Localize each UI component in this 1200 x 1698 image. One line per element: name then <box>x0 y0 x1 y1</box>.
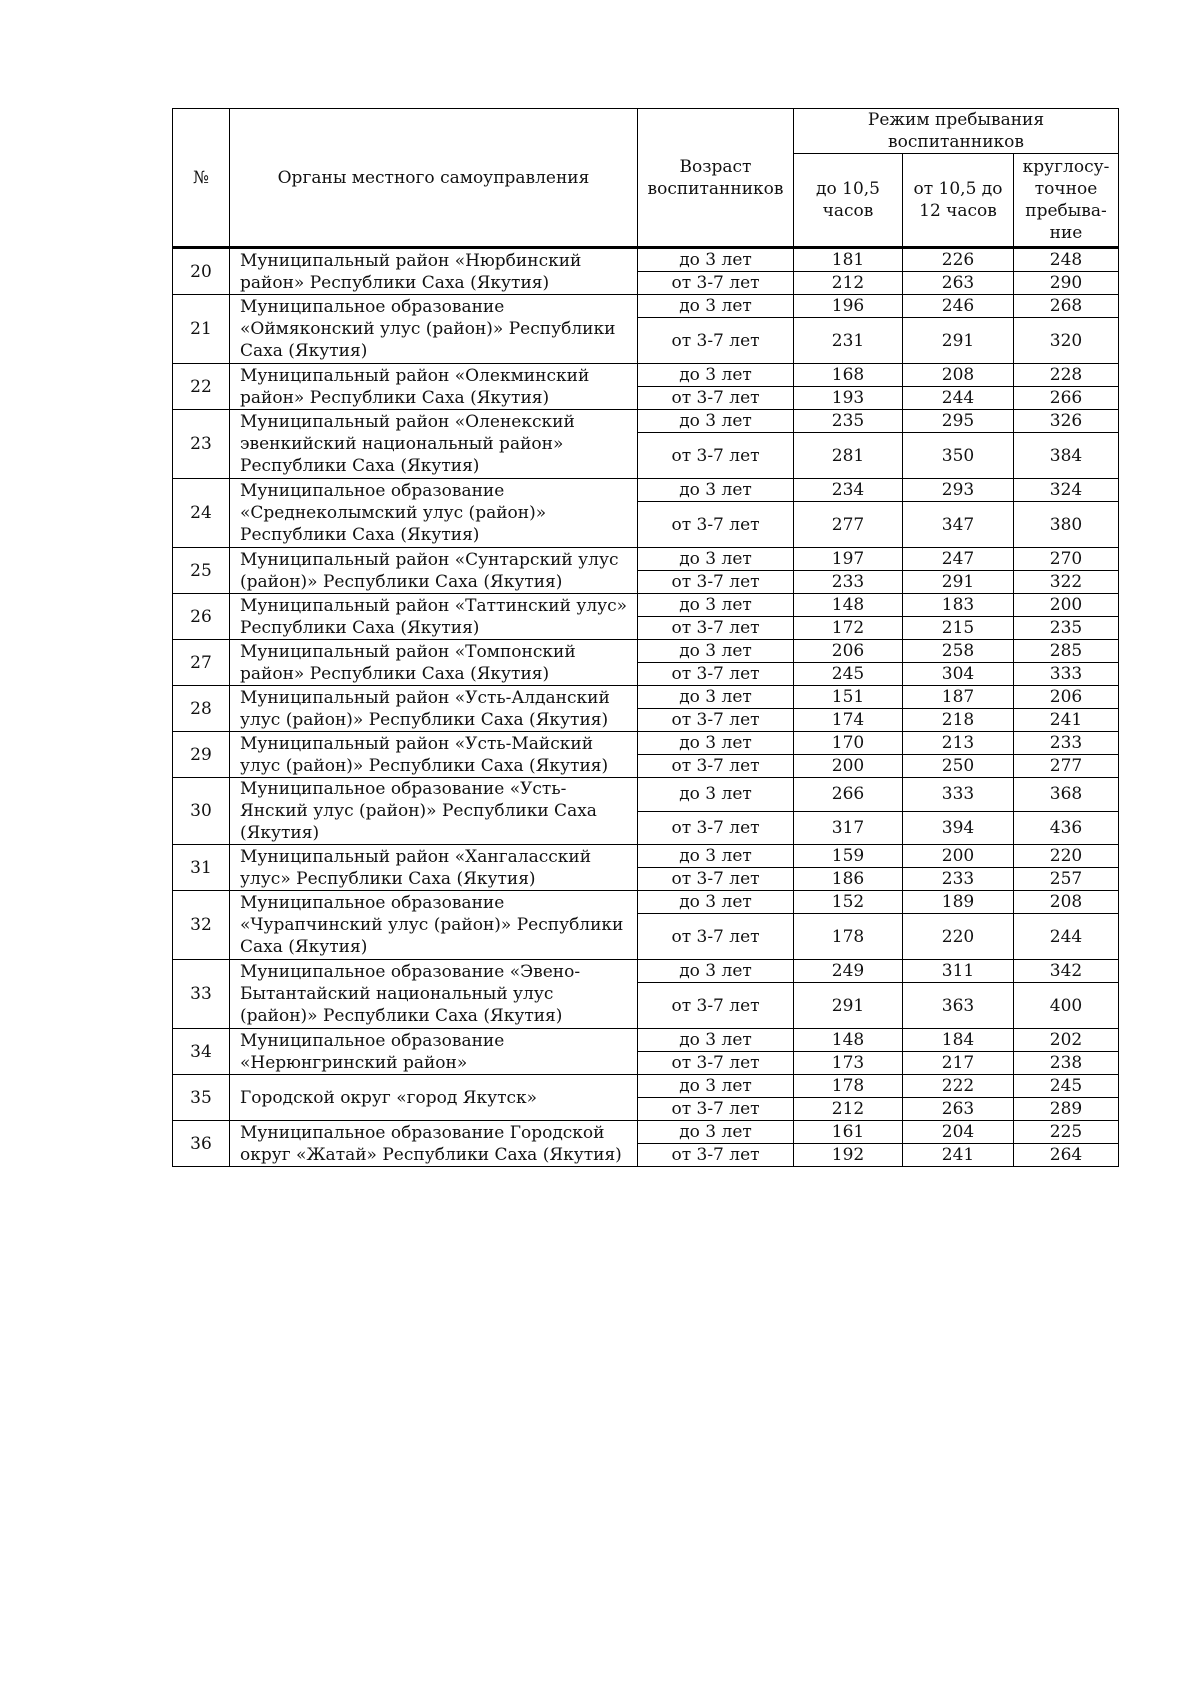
table-body <box>173 248 1119 1167</box>
value-10-5-to-12-hours: 350 <box>903 433 1014 479</box>
organization-name: Муниципальный район «Усть-Майский улус (район)» Республики Саха (Якутия) <box>230 732 638 778</box>
value-up-to-10-5-hours: 148 <box>794 1029 903 1052</box>
row-number: 29 <box>173 732 230 778</box>
row-number: 21 <box>173 295 230 364</box>
organization-name: Муниципальный район «Оленекский эвенкийский национальный район» Республики Саха (Якутия) <box>230 410 638 479</box>
row-number: 25 <box>173 548 230 594</box>
value-10-5-to-12-hours: 304 <box>903 663 1014 686</box>
value-up-to-10-5-hours: 151 <box>794 686 903 709</box>
value-up-to-10-5-hours: 148 <box>794 594 903 617</box>
table-row <box>173 960 1119 983</box>
value-up-to-10-5-hours: 234 <box>794 479 903 502</box>
organization-name: Муниципальное образование «Эвено-Бытантайский национальный улус (район)» Республики Саха (Якутия) <box>230 960 638 1029</box>
age-group: от 3-7 лет <box>638 571 794 594</box>
value-round-the-clock: 233 <box>1014 732 1119 755</box>
table-row <box>173 1121 1119 1144</box>
organization-name: Городской округ «город Якутск» <box>230 1075 638 1121</box>
value-round-the-clock: 436 <box>1014 811 1119 845</box>
organization-name: Муниципальный район «Таттинский улус» Республики Саха (Якутия) <box>230 594 638 640</box>
value-up-to-10-5-hours: 291 <box>794 983 903 1029</box>
value-10-5-to-12-hours: 291 <box>903 318 1014 364</box>
table-row <box>173 640 1119 663</box>
organization-name: Муниципальный район «Хангаласский улус» Республики Саха (Якутия) <box>230 845 638 891</box>
table-row <box>173 891 1119 914</box>
row-number: 31 <box>173 845 230 891</box>
organization-name: Муниципальное образование «Среднеколымский улус (район)» Республики Саха (Якутия) <box>230 479 638 548</box>
row-number: 20 <box>173 248 230 295</box>
value-10-5-to-12-hours: 250 <box>903 755 1014 778</box>
value-round-the-clock: 333 <box>1014 663 1119 686</box>
value-10-5-to-12-hours: 215 <box>903 617 1014 640</box>
row-number: 27 <box>173 640 230 686</box>
value-10-5-to-12-hours: 208 <box>903 364 1014 387</box>
value-round-the-clock: 322 <box>1014 571 1119 594</box>
row-number: 30 <box>173 778 230 845</box>
value-round-the-clock: 228 <box>1014 364 1119 387</box>
value-round-the-clock: 206 <box>1014 686 1119 709</box>
age-group: от 3-7 лет <box>638 433 794 479</box>
age-group: до 3 лет <box>638 410 794 433</box>
value-up-to-10-5-hours: 178 <box>794 914 903 960</box>
table-row <box>173 548 1119 571</box>
age-group: до 3 лет <box>638 1121 794 1144</box>
age-group: от 3-7 лет <box>638 1144 794 1167</box>
value-round-the-clock: 368 <box>1014 778 1119 812</box>
value-round-the-clock: 289 <box>1014 1098 1119 1121</box>
value-round-the-clock: 238 <box>1014 1052 1119 1075</box>
organization-name: Муниципальный район «Томпонский район» Республики Саха (Якутия) <box>230 640 638 686</box>
value-10-5-to-12-hours: 213 <box>903 732 1014 755</box>
value-up-to-10-5-hours: 200 <box>794 755 903 778</box>
table-row <box>173 364 1119 387</box>
row-number: 35 <box>173 1075 230 1121</box>
age-group: до 3 лет <box>638 686 794 709</box>
value-round-the-clock: 270 <box>1014 548 1119 571</box>
value-10-5-to-12-hours: 218 <box>903 709 1014 732</box>
value-round-the-clock: 264 <box>1014 1144 1119 1167</box>
tariff-table <box>172 108 1119 1167</box>
value-10-5-to-12-hours: 363 <box>903 983 1014 1029</box>
value-up-to-10-5-hours: 174 <box>794 709 903 732</box>
value-up-to-10-5-hours: 212 <box>794 272 903 295</box>
value-round-the-clock: 400 <box>1014 983 1119 1029</box>
age-group: до 3 лет <box>638 248 794 272</box>
age-group: от 3-7 лет <box>638 1098 794 1121</box>
value-up-to-10-5-hours: 231 <box>794 318 903 364</box>
value-10-5-to-12-hours: 241 <box>903 1144 1014 1167</box>
value-up-to-10-5-hours: 192 <box>794 1144 903 1167</box>
value-up-to-10-5-hours: 193 <box>794 387 903 410</box>
value-10-5-to-12-hours: 263 <box>903 272 1014 295</box>
organization-name: Муниципальное образование «Оймяконский улус (район)» Республики Саха (Якутия) <box>230 295 638 364</box>
value-up-to-10-5-hours: 266 <box>794 778 903 812</box>
table-header <box>173 109 1119 248</box>
value-up-to-10-5-hours: 168 <box>794 364 903 387</box>
value-10-5-to-12-hours: 217 <box>903 1052 1014 1075</box>
row-number: 36 <box>173 1121 230 1167</box>
organization-name: Муниципальный район «Сунтарский улус (район)» Республики Саха (Якутия) <box>230 548 638 594</box>
value-10-5-to-12-hours: 258 <box>903 640 1014 663</box>
organization-name: Муниципальное образование «Усть-Янский улус (район)» Республики Саха (Якутия) <box>230 778 638 845</box>
table-row <box>173 686 1119 709</box>
value-up-to-10-5-hours: 281 <box>794 433 903 479</box>
header-regime: Режим пребывания воспитанников <box>794 109 1119 154</box>
age-group: от 3-7 лет <box>638 755 794 778</box>
age-group: от 3-7 лет <box>638 272 794 295</box>
value-round-the-clock: 200 <box>1014 594 1119 617</box>
age-group: до 3 лет <box>638 364 794 387</box>
table-row <box>173 410 1119 433</box>
value-10-5-to-12-hours: 293 <box>903 479 1014 502</box>
organization-name: Муниципальный район «Нюрбинский район» Республики Саха (Якутия) <box>230 248 638 295</box>
value-up-to-10-5-hours: 196 <box>794 295 903 318</box>
value-round-the-clock: 384 <box>1014 433 1119 479</box>
age-group: от 3-7 лет <box>638 983 794 1029</box>
age-group: до 3 лет <box>638 295 794 318</box>
value-up-to-10-5-hours: 173 <box>794 1052 903 1075</box>
organization-name: Муниципальный район «Усть-Алданский улус (район)» Республики Саха (Якутия) <box>230 686 638 732</box>
value-round-the-clock: 324 <box>1014 479 1119 502</box>
value-round-the-clock: 290 <box>1014 272 1119 295</box>
value-round-the-clock: 244 <box>1014 914 1119 960</box>
value-round-the-clock: 268 <box>1014 295 1119 318</box>
table-row <box>173 248 1119 272</box>
value-round-the-clock: 241 <box>1014 709 1119 732</box>
table-row <box>173 594 1119 617</box>
value-10-5-to-12-hours: 311 <box>903 960 1014 983</box>
age-group: от 3-7 лет <box>638 811 794 845</box>
header-age: Возраст воспитанников <box>638 109 794 248</box>
row-number: 33 <box>173 960 230 1029</box>
value-10-5-to-12-hours: 295 <box>903 410 1014 433</box>
value-10-5-to-12-hours: 184 <box>903 1029 1014 1052</box>
header-number: № <box>173 109 230 248</box>
table-row <box>173 732 1119 755</box>
age-group: до 3 лет <box>638 960 794 983</box>
row-number: 32 <box>173 891 230 960</box>
value-round-the-clock: 202 <box>1014 1029 1119 1052</box>
value-round-the-clock: 320 <box>1014 318 1119 364</box>
value-10-5-to-12-hours: 347 <box>903 502 1014 548</box>
row-number: 23 <box>173 410 230 479</box>
value-round-the-clock: 342 <box>1014 960 1119 983</box>
age-group: до 3 лет <box>638 594 794 617</box>
table-row <box>173 1029 1119 1052</box>
value-10-5-to-12-hours: 200 <box>903 845 1014 868</box>
value-up-to-10-5-hours: 317 <box>794 811 903 845</box>
value-up-to-10-5-hours: 186 <box>794 868 903 891</box>
value-up-to-10-5-hours: 277 <box>794 502 903 548</box>
header-10-5-to-12-hours: от 10,5 до 12 часов <box>903 154 1014 248</box>
value-10-5-to-12-hours: 246 <box>903 295 1014 318</box>
value-10-5-to-12-hours: 233 <box>903 868 1014 891</box>
value-round-the-clock: 266 <box>1014 387 1119 410</box>
value-round-the-clock: 220 <box>1014 845 1119 868</box>
table-row <box>173 479 1119 502</box>
value-up-to-10-5-hours: 172 <box>794 617 903 640</box>
organization-name: Муниципальное образование «Чурапчинский улус (район)» Республики Саха (Якутия) <box>230 891 638 960</box>
value-round-the-clock: 326 <box>1014 410 1119 433</box>
age-group: от 3-7 лет <box>638 709 794 732</box>
value-10-5-to-12-hours: 291 <box>903 571 1014 594</box>
age-group: до 3 лет <box>638 479 794 502</box>
age-group: до 3 лет <box>638 845 794 868</box>
value-round-the-clock: 248 <box>1014 248 1119 272</box>
table-row <box>173 778 1119 812</box>
value-up-to-10-5-hours: 181 <box>794 248 903 272</box>
age-group: до 3 лет <box>638 891 794 914</box>
value-up-to-10-5-hours: 152 <box>794 891 903 914</box>
row-number: 34 <box>173 1029 230 1075</box>
value-up-to-10-5-hours: 206 <box>794 640 903 663</box>
value-up-to-10-5-hours: 212 <box>794 1098 903 1121</box>
value-round-the-clock: 380 <box>1014 502 1119 548</box>
age-group: от 3-7 лет <box>638 318 794 364</box>
row-number: 22 <box>173 364 230 410</box>
value-up-to-10-5-hours: 170 <box>794 732 903 755</box>
age-group: до 3 лет <box>638 1075 794 1098</box>
value-up-to-10-5-hours: 161 <box>794 1121 903 1144</box>
value-round-the-clock: 225 <box>1014 1121 1119 1144</box>
age-group: от 3-7 лет <box>638 868 794 891</box>
age-group: до 3 лет <box>638 778 794 812</box>
value-round-the-clock: 277 <box>1014 755 1119 778</box>
organization-name: Муниципальное образование «Нерюнгринский район» <box>230 1029 638 1075</box>
age-group: от 3-7 лет <box>638 663 794 686</box>
age-group: до 3 лет <box>638 732 794 755</box>
age-group: от 3-7 лет <box>638 387 794 410</box>
organization-name: Муниципальный район «Олекминский район» Республики Саха (Якутия) <box>230 364 638 410</box>
value-10-5-to-12-hours: 220 <box>903 914 1014 960</box>
value-10-5-to-12-hours: 222 <box>903 1075 1014 1098</box>
table-row <box>173 845 1119 868</box>
age-group: от 3-7 лет <box>638 1052 794 1075</box>
value-up-to-10-5-hours: 197 <box>794 548 903 571</box>
value-round-the-clock: 257 <box>1014 868 1119 891</box>
value-10-5-to-12-hours: 263 <box>903 1098 1014 1121</box>
value-10-5-to-12-hours: 333 <box>903 778 1014 812</box>
value-up-to-10-5-hours: 249 <box>794 960 903 983</box>
value-10-5-to-12-hours: 187 <box>903 686 1014 709</box>
value-round-the-clock: 245 <box>1014 1075 1119 1098</box>
age-group: от 3-7 лет <box>638 914 794 960</box>
value-10-5-to-12-hours: 244 <box>903 387 1014 410</box>
row-number: 28 <box>173 686 230 732</box>
table-row <box>173 1075 1119 1098</box>
row-number: 26 <box>173 594 230 640</box>
age-group: до 3 лет <box>638 548 794 571</box>
value-round-the-clock: 285 <box>1014 640 1119 663</box>
value-10-5-to-12-hours: 247 <box>903 548 1014 571</box>
value-up-to-10-5-hours: 235 <box>794 410 903 433</box>
value-up-to-10-5-hours: 245 <box>794 663 903 686</box>
value-up-to-10-5-hours: 178 <box>794 1075 903 1098</box>
table-row <box>173 295 1119 318</box>
value-up-to-10-5-hours: 233 <box>794 571 903 594</box>
age-group: до 3 лет <box>638 640 794 663</box>
value-10-5-to-12-hours: 189 <box>903 891 1014 914</box>
age-group: от 3-7 лет <box>638 617 794 640</box>
value-round-the-clock: 235 <box>1014 617 1119 640</box>
organization-name: Муниципальное образование Городской округ «Жатай» Республики Саха (Якутия) <box>230 1121 638 1167</box>
header-up-to-10-5-hours: до 10,5 часов <box>794 154 903 248</box>
age-group: до 3 лет <box>638 1029 794 1052</box>
value-10-5-to-12-hours: 183 <box>903 594 1014 617</box>
value-up-to-10-5-hours: 159 <box>794 845 903 868</box>
value-10-5-to-12-hours: 394 <box>903 811 1014 845</box>
value-10-5-to-12-hours: 226 <box>903 248 1014 272</box>
header-round-the-clock: круглосу-точное пребыва-ние <box>1014 154 1119 248</box>
value-10-5-to-12-hours: 204 <box>903 1121 1014 1144</box>
age-group: от 3-7 лет <box>638 502 794 548</box>
row-number: 24 <box>173 479 230 548</box>
value-round-the-clock: 208 <box>1014 891 1119 914</box>
header-organization: Органы местного самоуправления <box>230 109 638 248</box>
